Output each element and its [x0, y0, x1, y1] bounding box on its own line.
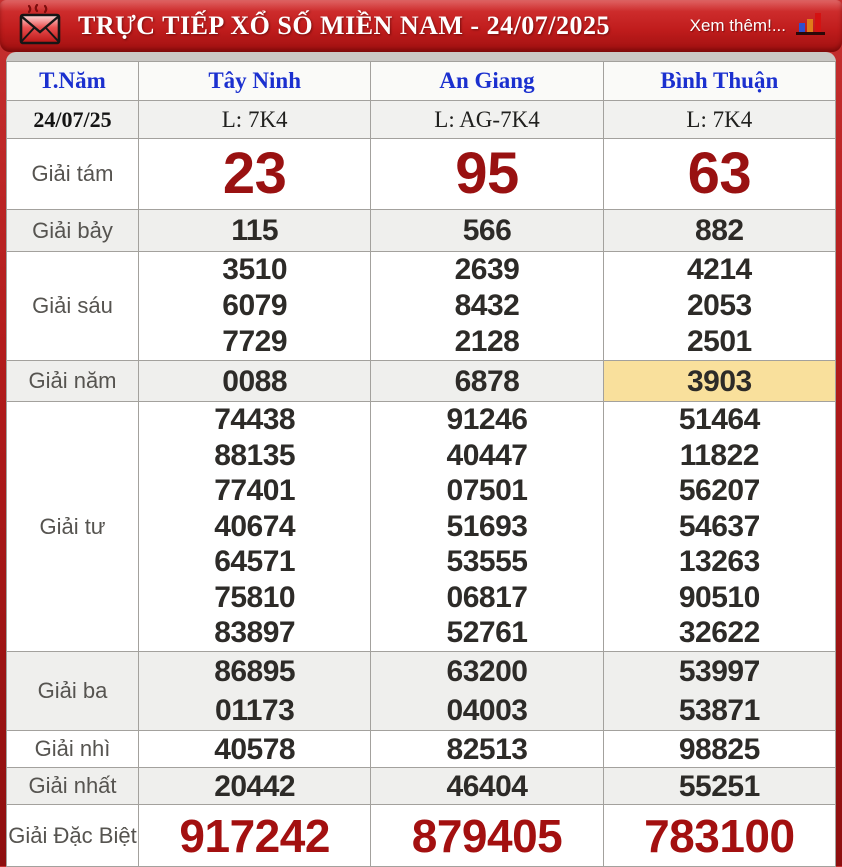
see-more-link[interactable]: Xem thêm!...: [689, 16, 786, 35]
prize-number: 54637: [678, 509, 760, 543]
prize-number: 98825: [678, 732, 760, 766]
prize-number: 53555: [446, 545, 528, 579]
prize-number: 40447: [446, 438, 528, 472]
prize-number: 82513: [446, 732, 528, 766]
prize-number: 11822: [679, 438, 759, 472]
prize-values-giai-nhat-col2: [371, 768, 603, 805]
prize-number: 3510: [222, 253, 288, 286]
row-giai-ba: [7, 652, 836, 731]
prize-number: 115: [231, 214, 279, 247]
prize-number: 7729: [222, 325, 288, 358]
prize-values-giai-dac-biet-col3: [603, 805, 835, 867]
prize-number: 04003: [446, 694, 528, 727]
prize-number: 55251: [678, 769, 760, 803]
row-giai-bay: [7, 210, 836, 252]
prize-number: 53997: [678, 655, 760, 688]
prize-number: 23: [222, 141, 287, 206]
prize-number: 88135: [214, 438, 296, 472]
prize-number: 51693: [446, 509, 528, 543]
prize-values-giai-nam-col2: [371, 361, 603, 402]
prize-number: 4214: [686, 253, 752, 286]
prize-values-giai-bay-col1: [139, 210, 371, 252]
prize-values-giai-nhat-col3: [603, 768, 835, 805]
prize-values-giai-tu-col1: [139, 402, 371, 652]
prize-values-giai-nam-col1: [139, 361, 371, 402]
prize-number: 06817: [446, 580, 528, 614]
prize-number: 46404: [446, 769, 528, 803]
prize-number: 879405: [411, 809, 563, 862]
prize-label-giai-nhi: Giải nhì: [7, 731, 139, 768]
column-header-row: [7, 62, 836, 101]
prize-label-giai-sau: Giải sáu: [7, 252, 139, 361]
prize-values-giai-ba-col1: [139, 652, 371, 731]
prize-label-giai-dac-biet: Giải Đặc Biệt: [7, 805, 139, 867]
column-header-day: T.Năm: [7, 62, 139, 101]
prize-number: 566: [462, 214, 512, 247]
prize-number: 74438: [214, 403, 296, 437]
prize-number: 882: [695, 214, 744, 247]
prize-number: 40674: [214, 509, 296, 543]
row-giai-sau: [7, 252, 836, 361]
prize-number: 6878: [454, 364, 520, 398]
prize-values-giai-sau-col1: [139, 252, 371, 361]
prize-label-giai-ba: Giải ba: [7, 652, 139, 731]
prize-number: 63: [687, 141, 752, 206]
prize-label-giai-tam: Giải tám: [7, 139, 139, 210]
prize-number: 917242: [179, 809, 330, 862]
prize-label-giai-nhat: Giải nhất: [7, 768, 139, 805]
prize-values-giai-ba-col3: [603, 652, 835, 731]
prize-values-giai-dac-biet-col1: [139, 805, 371, 867]
prize-values-giai-ba-col2: [371, 652, 603, 731]
ticket-code-3: L: 7K4: [603, 101, 835, 139]
row-giai-nhi: [7, 731, 836, 768]
draw-date: 24/07/25: [7, 101, 139, 139]
prize-number: 77401: [214, 474, 296, 508]
prize-values-giai-tu-col2: [371, 402, 603, 652]
prize-number: 91246: [446, 403, 528, 437]
prize-values-giai-nhat-col1: [139, 768, 371, 805]
prize-number: 07501: [446, 474, 528, 508]
prize-number: 75810: [214, 580, 296, 614]
lottery-results-table: [6, 61, 836, 867]
prize-values-giai-nhi-col3: [603, 731, 835, 768]
date-code-row: [7, 101, 836, 139]
envelope-icon: [16, 4, 64, 51]
prize-number: 6079: [222, 289, 288, 322]
ticket-code-2: L: AG-7K4: [371, 101, 603, 139]
prize-number: 2128: [454, 325, 520, 358]
results-panel: [6, 52, 836, 867]
prize-values-giai-tam-col2: [371, 139, 603, 210]
prize-number: 90510: [678, 580, 760, 614]
prize-number: 86895: [214, 655, 296, 688]
prize-number: 3903: [686, 364, 752, 398]
row-giai-nam: [7, 361, 836, 402]
prize-label-giai-nam: Giải năm: [7, 361, 139, 402]
prize-label-giai-tu: Giải tư: [7, 402, 139, 652]
prize-number: 783100: [644, 809, 795, 862]
prize-number: 2501: [686, 325, 752, 358]
prize-number: 13263: [678, 545, 760, 579]
header-bar: [0, 0, 842, 52]
prize-number: 8432: [454, 289, 520, 322]
prize-number: 64571: [214, 545, 296, 579]
prize-values-giai-bay-col3: [603, 210, 835, 252]
prize-number: 83897: [214, 616, 296, 650]
ticket-code-1: L: 7K4: [139, 101, 371, 139]
prize-number: 0088: [222, 364, 288, 398]
prize-values-giai-dac-biet-col2: [371, 805, 603, 867]
prize-number: 53871: [678, 694, 760, 727]
prize-label-giai-bay: Giải bảy: [7, 210, 139, 252]
bar-chart-icon[interactable]: [796, 11, 828, 42]
prize-values-giai-sau-col3: [603, 252, 835, 361]
prize-values-giai-sau-col2: [371, 252, 603, 361]
prize-number: 51464: [678, 403, 760, 437]
prize-values-giai-nhi-col1: [139, 731, 371, 768]
prize-values-giai-tam-col1: [139, 139, 371, 210]
prize-number: 20442: [214, 769, 296, 803]
prize-number: 95: [455, 141, 519, 206]
prize-number: 52761: [446, 616, 528, 650]
prize-number: 32622: [678, 616, 760, 650]
prize-number: 2639: [454, 253, 520, 286]
prize-values-giai-tu-col3: [603, 402, 835, 652]
prize-values-giai-bay-col2: [371, 210, 603, 252]
prize-number: 63200: [446, 655, 528, 688]
prize-number: 56207: [678, 474, 760, 508]
page-title: TRỰC TIẾP XỔ SỐ MIỀN NAM - 24/07/2025: [78, 11, 611, 40]
row-giai-tam: [7, 139, 836, 210]
row-giai-tu: [7, 402, 836, 652]
prize-number: 2053: [686, 289, 752, 322]
prize-values-giai-nhi-col2: [371, 731, 603, 768]
prize-number: 40578: [214, 732, 296, 766]
column-header-province-1: Tây Ninh: [139, 62, 371, 101]
prize-values-giai-nam-col3: [603, 361, 835, 402]
prize-rows: [7, 139, 836, 867]
row-giai-nhat: [7, 768, 836, 805]
column-header-province-2: An Giang: [371, 62, 603, 101]
row-giai-dac-biet: [7, 805, 836, 867]
prize-values-giai-tam-col3: [603, 139, 835, 210]
column-header-province-3: Bình Thuận: [603, 62, 835, 101]
prize-number: 01173: [215, 694, 295, 727]
